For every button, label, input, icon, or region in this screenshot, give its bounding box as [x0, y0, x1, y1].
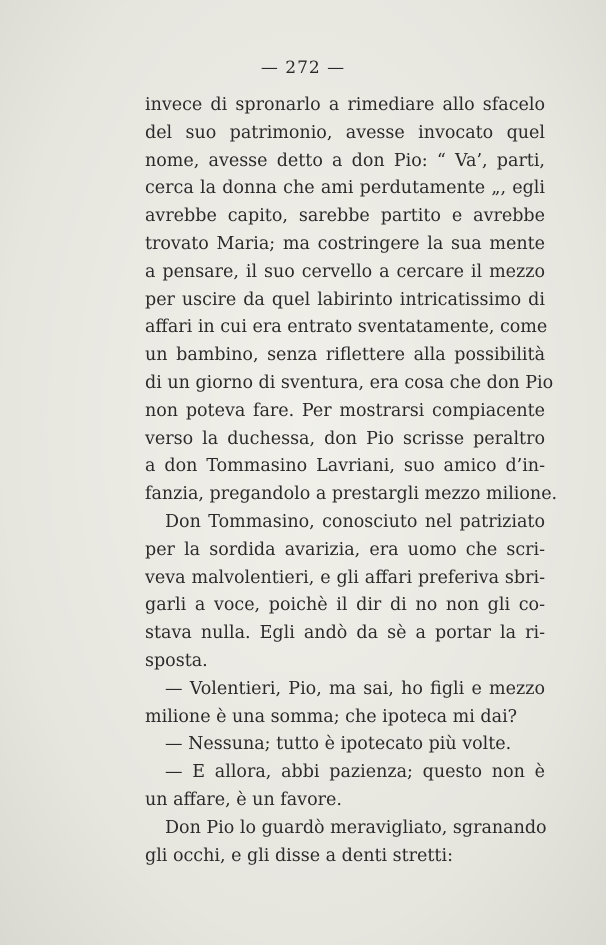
text-line: stava nulla. Egli andò da sè a portar la ri-	[145, 623, 545, 644]
paragraph-start-line: Don Pio lo guardò meravigliato, sgranando	[165, 817, 547, 838]
paragraph-start-line: Don Tommasino, conosciuto nel patriziato	[165, 511, 545, 532]
text-line: veva malvolentieri, e gli affari preferiva sbri-	[145, 567, 545, 588]
text-line: avrebbe capito, sarebbe partito e avrebbe	[145, 206, 545, 227]
text-line: trovato Maria; ma costringere la sua mente	[145, 233, 545, 254]
text-line: affari in cui era entrato sventatamente, come	[145, 317, 548, 338]
text-line: verso la duchessa, don Pio scrisse peraltro	[145, 428, 545, 449]
text-line: cerca la donna che ami perdutamente „, egli	[145, 178, 545, 199]
dialogue-line: — E allora, abbi pazienza; questo non è	[165, 762, 545, 783]
page-number: — 272 —	[260, 58, 346, 78]
text-line: milione è una somma; che ipoteca mi dai?	[145, 706, 518, 727]
text-line: a pensare, il suo cervello a cercare il mezzo	[145, 261, 545, 282]
text-line: nome, avesse detto a don Pio: “ Va’, parti,	[145, 150, 545, 171]
text-line: del suo patrimonio, avesse invocato quel	[145, 122, 545, 143]
paragraph-end-line: un affare, è un favore.	[145, 789, 342, 810]
dialogue-line: — Nessuna; tutto è ipotecato più volte.	[165, 734, 512, 755]
text-line: di un giorno di sventura, era cosa che don Pio	[145, 372, 554, 393]
text-line: non poteva fare. Per mostrarsi compiacente	[145, 400, 545, 421]
body-text	[145, 92, 558, 870]
paragraph-end-line: sposta.	[145, 650, 208, 671]
text-line: a don Tommasino Lavriani, suo amico d’in-	[145, 456, 545, 477]
dialogue-line: — Volentieri, Pio, ma sai, ho figli e mezzo	[165, 678, 545, 699]
text-line: per la sordida avarizia, era uomo che scri-	[145, 539, 545, 560]
text-line: un bambino, senza riflettere alla possibilità	[145, 345, 545, 366]
text-line: garli a voce, poichè il dir di no non gli co-	[145, 595, 545, 616]
text-line: per uscire da quel labirinto intricatissimo di	[145, 289, 545, 310]
text-line: invece di spronarlo a rimediare allo sfacelo	[145, 95, 545, 115]
paragraph-end-line: gli occhi, e gli disse a denti stretti:	[145, 845, 453, 866]
paragraph-end-line: fanzia, pregandolo a prestargli mezzo milione.	[145, 484, 558, 505]
